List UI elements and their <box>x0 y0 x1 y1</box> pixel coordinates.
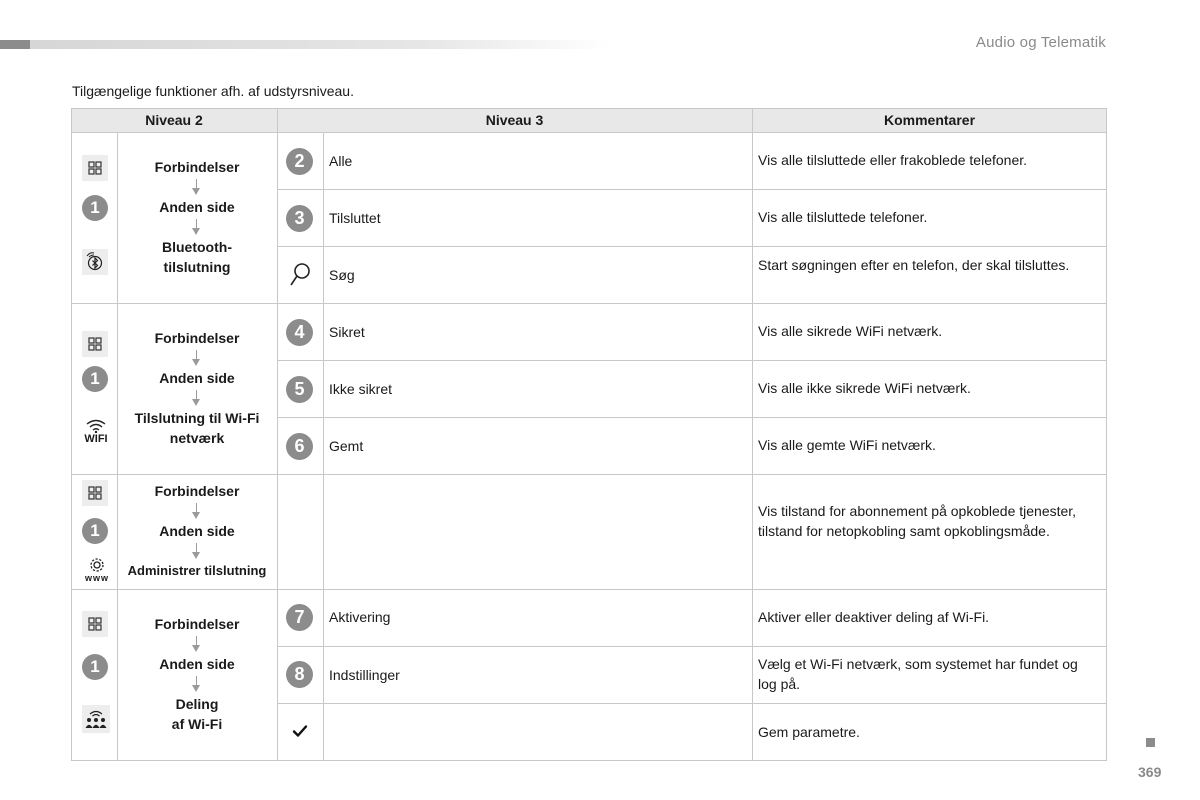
row-comment: Vis alle tilsluttede telefoner. <box>758 209 928 225</box>
row-comment: Vis alle gemte WiFi netværk. <box>758 437 936 453</box>
checkmark-icon <box>287 718 313 744</box>
nav-step-wifi-line1: Tilslutning til Wi-Fi <box>134 410 260 426</box>
row-comment: Vælg et Wi-Fi netværk, som systemet har fundet og log på. <box>758 656 1078 692</box>
wifi-sharing-icon <box>82 705 110 733</box>
row-comment: Start søgningen efter en telefon, der skal tilsluttes. <box>758 257 1070 273</box>
row-comment: Vis alle sikrede WiFi netværk. <box>758 323 943 339</box>
row-label-aktivering: Aktivering <box>329 609 391 625</box>
marker-4: 4 <box>286 319 313 346</box>
page-marker <box>1146 738 1155 747</box>
row-comment: Vis tilstand for abonnement på opkoblede tjenester, tilstand for netopkobling samt opkoblingsmåde. <box>758 503 1077 539</box>
down-arrow-icon <box>118 501 276 521</box>
down-arrow-icon <box>118 634 276 654</box>
step-marker-1: 1 <box>82 518 108 544</box>
nav-path-bluetooth <box>118 157 276 277</box>
down-arrow-icon <box>118 177 276 197</box>
wifi-icon-text: WIFI <box>84 433 108 445</box>
connections-grid-icon <box>82 155 108 181</box>
marker-5: 5 <box>286 376 313 403</box>
nav-step-bluetooth-line1: Bluetooth- <box>162 239 232 255</box>
page-number: 369 <box>1138 764 1162 780</box>
marker-7: 7 <box>286 604 313 631</box>
nav-step-deling-line1: Deling <box>175 696 219 712</box>
nav-step-bluetooth-line2: tilslutning <box>163 259 231 275</box>
nav-path-admin <box>118 481 276 581</box>
nav-path-wifi <box>118 328 276 448</box>
nav-step-anden-side: Anden side <box>159 199 235 215</box>
rule <box>71 132 1107 133</box>
nav-step-forbindelser: Forbindelser <box>154 616 240 632</box>
rule <box>277 360 1107 361</box>
nav-step-anden-side: Anden side <box>159 523 235 539</box>
bluetooth-icon <box>82 249 108 275</box>
www-icon-text: www <box>84 573 109 583</box>
col-header-niveau2: Niveau 2 <box>71 108 277 132</box>
rule <box>1106 108 1107 761</box>
row-label-sog: Søg <box>329 267 355 283</box>
row-comment: Vis alle ikke sikrede WiFi netværk. <box>758 380 971 396</box>
connections-grid-icon <box>82 611 108 637</box>
connection-settings-icon <box>82 555 112 585</box>
rule <box>277 703 1107 704</box>
marker-2: 2 <box>286 148 313 175</box>
rule <box>277 108 278 761</box>
down-arrow-icon <box>118 541 276 561</box>
connections-grid-icon <box>82 331 108 357</box>
nav-step-wifi-line2: netværk <box>169 430 225 446</box>
row-label-alle: Alle <box>329 153 353 169</box>
row-label-sikret: Sikret <box>329 324 365 340</box>
nav-step-anden-side: Anden side <box>159 370 235 386</box>
functions-table <box>71 108 1107 761</box>
search-icon <box>287 261 313 289</box>
intro-text: Tilgængelige funktioner afh. af udstyrsniveau. <box>72 83 354 99</box>
nav-step-forbindelser: Forbindelser <box>154 483 240 499</box>
marker-8: 8 <box>286 661 313 688</box>
rule <box>71 303 1107 304</box>
rule <box>71 760 1107 761</box>
row-label-tilsluttet: Tilsluttet <box>329 210 381 226</box>
row-comment: Aktiver eller deaktiver deling af Wi-Fi. <box>758 609 990 625</box>
row-comment: Gem parametre. <box>758 724 860 740</box>
rule <box>752 108 753 761</box>
col-header-kommentarer: Kommentarer <box>752 108 1107 132</box>
connections-grid-icon <box>82 480 108 506</box>
row-label-gemt: Gemt <box>329 438 364 454</box>
rule <box>71 474 1107 475</box>
down-arrow-icon <box>118 674 276 694</box>
rule <box>277 417 1107 418</box>
col-header-niveau3: Niveau 3 <box>277 108 752 132</box>
wifi-icon <box>82 415 110 449</box>
row-label-ikke-sikret: Ikke sikret <box>329 381 393 397</box>
rule <box>71 589 1107 590</box>
row-comment: Vis alle tilsluttede eller frakoblede telefoner. <box>758 152 1028 168</box>
step-marker-1: 1 <box>82 366 108 392</box>
nav-path-wifi-sharing <box>118 614 276 734</box>
rule <box>71 108 1107 109</box>
down-arrow-icon <box>118 388 276 408</box>
nav-step-administrer: Administrer tilslutning <box>127 563 267 578</box>
nav-step-anden-side: Anden side <box>159 656 235 672</box>
down-arrow-icon <box>118 348 276 368</box>
rule <box>323 132 324 761</box>
step-marker-1: 1 <box>82 654 108 680</box>
marker-3: 3 <box>286 205 313 232</box>
row-label-indstillinger: Indstillinger <box>329 667 400 683</box>
rule <box>71 108 72 761</box>
step-marker-1: 1 <box>82 195 108 221</box>
marker-6: 6 <box>286 433 313 460</box>
rule <box>277 646 1107 647</box>
nav-step-forbindelser: Forbindelser <box>154 159 240 175</box>
header-bar <box>0 40 610 49</box>
nav-step-forbindelser: Forbindelser <box>154 330 240 346</box>
section-title: Audio og Telematik <box>975 34 1106 51</box>
rule <box>277 246 1107 247</box>
down-arrow-icon <box>118 217 276 237</box>
nav-step-deling-line2: af Wi-Fi <box>171 716 223 732</box>
rule <box>277 189 1107 190</box>
